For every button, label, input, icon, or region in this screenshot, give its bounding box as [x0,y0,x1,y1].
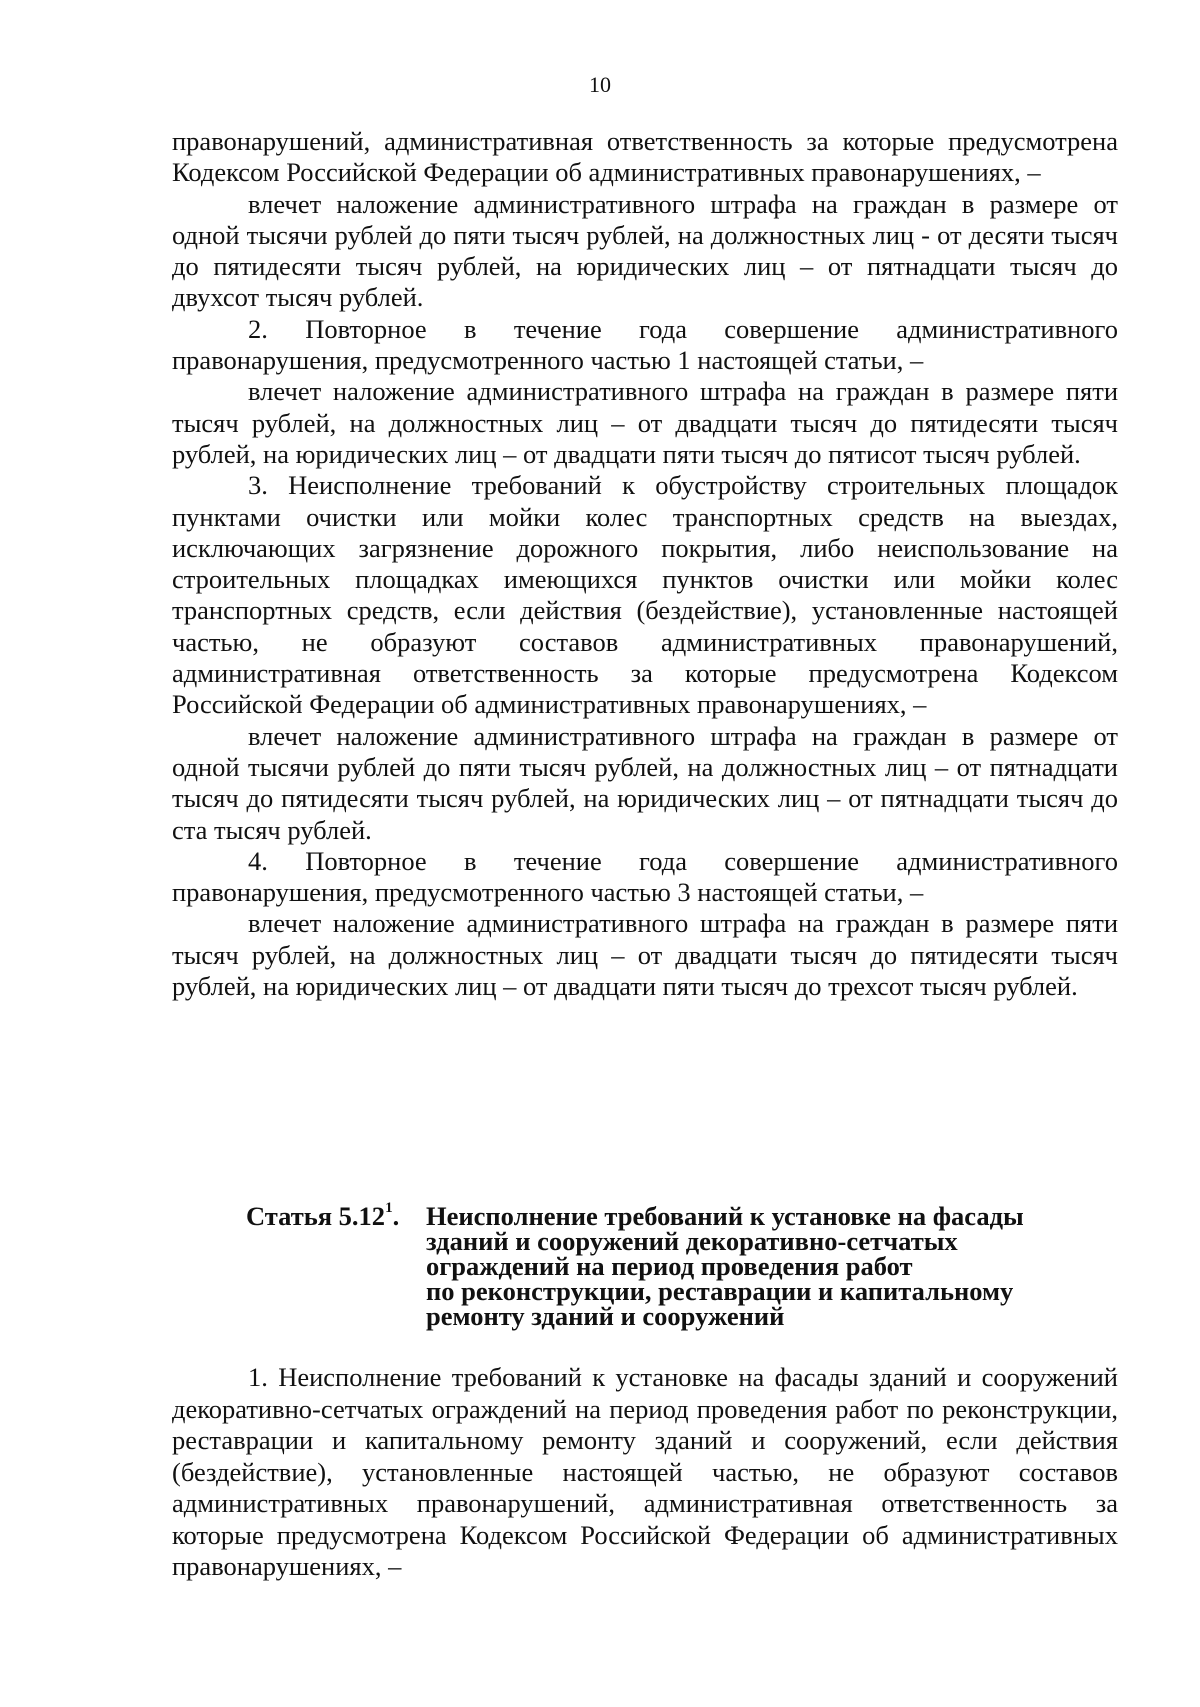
paragraph: 1. Неисполнение требований к установке на фасады зданий и сооружений декоративно-сетчатых ограждений на период проведения работ по реконструкции, реставрации и капитальному ремонту зданий и сооружений, если действия (бездействие), установленные настоящей частью, не образуют составов административных правонарушений, административная ответственность за которые предусмотрена Кодексом Российской Федерации об административных правонарушениях, – [172,1362,1118,1581]
article-number: Статья 5.12 [246,1201,386,1231]
paragraph: правонарушений, административная ответственность за которые предусмотрена Кодексом Российской Федерации об административных правонарушениях, – [172,126,1118,188]
paragraph: влечет наложение административного штрафа на граждан в размере от одной тысячи рублей до пяти тысяч рублей, на должностных лиц – от пятнадцати тысяч до пятидесяти тысяч рублей, на юридических лиц – от пятнадцати тысяч до ста тысяч рублей. [172,720,1118,845]
article-label [246,1200,400,1231]
paragraph: 2. Повторное в течение года совершение административного правонарушения, предусмотренного частью 1 настоящей статьи, – [172,313,1118,376]
article-title-line: ремонту зданий и сооружений [426,1301,785,1331]
paragraph: 4. Повторное в течение года совершение административного правонарушения, предусмотренного частью 3 настоящей статьи, – [172,845,1118,908]
body-text-bottom [172,1362,1118,1583]
article-title [426,1201,1086,1331]
page-number: 10 [589,72,611,97]
article-label-suffix: . [392,1201,400,1231]
paragraph: влечет наложение административного штрафа на граждан в размере пяти тысяч рублей, на должностных лиц – от двадцати тысяч до пятидесяти тысяч рублей, на юридических лиц – от двадцати пяти тысяч до пятисот тысяч рублей. [172,376,1118,469]
article-superscript: 1 [385,1200,393,1217]
article-title-line: Неисполнение требований к установке на фасады [426,1201,1024,1231]
paragraph: 3. Неисполнение требований к обустройству строительных площадок пунктами очистки или мойки колес транспортных средств на выездах, исключающих загрязнение дорожного покрытия, либо неиспользование на строительных площадках имеющихся пунктов очистки или мойки колес транспортных средств, если действия (бездействие), установленные настоящей частью, не образуют составов административных правонарушений, административная ответственность за которые предусмотрена Кодексом Российской Федерации об административных правонарушениях, – [172,470,1118,720]
body-text-top [172,126,1118,1002]
article-title-line: по реконструкции, реставрации и капитальному [426,1276,1014,1306]
paragraph: влечет наложение административного штрафа на граждан в размере от одной тысячи рублей до пяти тысяч рублей, на должностных лиц - от десяти тысяч до пятидесяти тысяч рублей, на юридических лиц – от пятнадцати тысяч до двухсот тысяч рублей. [172,188,1118,313]
article-title-line: зданий и сооружений декоративно-сетчатых [426,1226,958,1256]
paragraph: влечет наложение административного штрафа на граждан в размере пяти тысяч рублей, на должностных лиц – от двадцати тысяч до пятидесяти тысяч рублей, на юридических лиц – от двадцати пяти тысяч до трехсот тысяч рублей. [172,908,1118,1002]
article-title-line: ограждений на период проведения работ [426,1251,913,1281]
